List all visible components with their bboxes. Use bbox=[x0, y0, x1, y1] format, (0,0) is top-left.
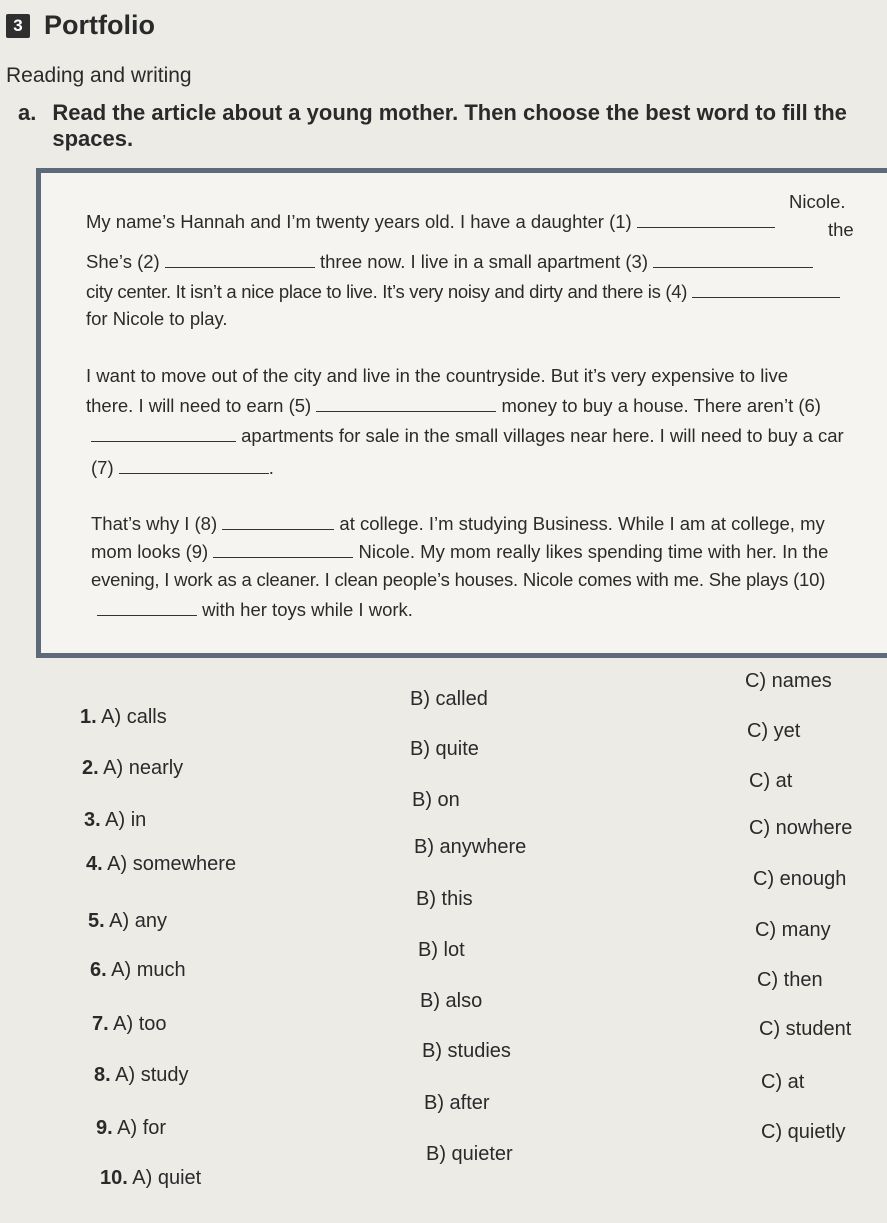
subsection-title: Reading and writing bbox=[6, 64, 192, 87]
option-b[interactable]: B) after bbox=[424, 1092, 490, 1114]
option-a[interactable]: A) quiet bbox=[132, 1167, 202, 1189]
article-line: My name’s Hannah and I’m twenty years old. I have a daughter (1) bbox=[86, 209, 775, 233]
option-b[interactable]: B) studies bbox=[422, 1040, 511, 1062]
blank-1[interactable] bbox=[637, 209, 775, 228]
option-a[interactable]: A) for bbox=[117, 1117, 167, 1139]
option-a[interactable]: A) too bbox=[113, 1013, 167, 1035]
blank-9[interactable] bbox=[213, 539, 353, 558]
article-line: That’s why I (8) at college. I’m studying Business. While I am at college, my bbox=[91, 513, 825, 534]
option-c[interactable]: C) then bbox=[757, 969, 823, 991]
article-line: evening, I work as a cleaner. I clean people’s houses. Nicole comes with me. She plays (10) bbox=[91, 569, 826, 590]
option-c[interactable]: C) at bbox=[761, 1071, 805, 1093]
option-b[interactable]: B) quite bbox=[410, 738, 479, 760]
option-c[interactable]: C) quietly bbox=[761, 1121, 846, 1143]
article-box bbox=[36, 168, 887, 658]
article-line: mom looks (9) Nicole. My mom really likes spending time with her. In the bbox=[91, 541, 829, 562]
article-line: city center. It isn’t a nice place to live. It’s very noisy and dirty and there is (4) bbox=[86, 279, 840, 303]
blank-5[interactable] bbox=[316, 393, 496, 412]
option-b[interactable]: B) anywhere bbox=[414, 836, 527, 858]
blank-6[interactable] bbox=[91, 423, 236, 442]
option-b[interactable]: B) lot bbox=[418, 939, 465, 961]
question-10: 10. A) quiet bbox=[100, 1167, 202, 1189]
option-c[interactable]: C) student bbox=[759, 1018, 852, 1040]
option-b[interactable]: B) also bbox=[420, 990, 483, 1012]
article-line: there. I will need to earn (5) money to buy a house. There aren’t (6) bbox=[86, 395, 821, 416]
instruction-letter: a. bbox=[18, 100, 37, 125]
option-c[interactable]: C) enough bbox=[753, 868, 847, 890]
option-b[interactable]: B) called bbox=[410, 688, 488, 710]
article-line: apartments for sale in the small villages near here. I will need to buy a car bbox=[91, 423, 844, 447]
article-line: with her toys while I work. bbox=[97, 597, 413, 621]
article-line: Nicole. bbox=[789, 191, 846, 212]
option-b[interactable]: B) on bbox=[412, 789, 460, 811]
article-line: I want to move out of the city and live in the countryside. But it’s very expensive to live bbox=[86, 365, 788, 386]
section-title: Portfolio bbox=[44, 10, 155, 40]
option-c[interactable]: C) yet bbox=[747, 720, 801, 742]
question-9: 9. A) for bbox=[96, 1117, 167, 1139]
blank-10[interactable] bbox=[97, 597, 197, 616]
blank-2[interactable] bbox=[165, 249, 315, 268]
article-line: the bbox=[828, 219, 854, 240]
option-b[interactable]: B) quieter bbox=[426, 1143, 513, 1165]
option-c[interactable]: C) nowhere bbox=[749, 817, 853, 839]
option-a[interactable]: A) any bbox=[109, 910, 167, 932]
option-c[interactable]: C) at bbox=[749, 770, 793, 792]
option-a[interactable]: A) in bbox=[105, 809, 147, 831]
blank-7[interactable] bbox=[119, 455, 269, 474]
article-line: for Nicole to play. bbox=[86, 308, 228, 329]
section-number-badge: 3 bbox=[6, 14, 30, 38]
question-2: 2. A) nearly bbox=[82, 757, 184, 779]
option-a[interactable]: A) study bbox=[115, 1064, 189, 1086]
blank-4[interactable] bbox=[692, 279, 840, 298]
blank-8[interactable] bbox=[222, 511, 334, 530]
instruction-text: Read the article about a young mother. Then choose the best word to fill the spaces. bbox=[52, 100, 847, 151]
article-line: She’s (2) three now. I live in a small apartment (3) bbox=[86, 249, 813, 273]
question-3: 3. A) in bbox=[84, 809, 147, 831]
section-header bbox=[6, 10, 155, 41]
blank-3[interactable] bbox=[653, 249, 813, 268]
option-c[interactable]: C) many bbox=[755, 919, 831, 941]
question-5: 5. A) any bbox=[88, 910, 167, 932]
option-c[interactable]: C) names bbox=[745, 670, 832, 692]
option-a[interactable]: A) much bbox=[111, 959, 186, 981]
instruction bbox=[18, 100, 887, 152]
question-4: 4. A) somewhere bbox=[86, 853, 237, 875]
option-a[interactable]: A) nearly bbox=[103, 757, 184, 779]
question-1: 1. A) calls bbox=[80, 706, 167, 728]
option-a[interactable]: A) somewhere bbox=[107, 853, 237, 875]
article-line: (7) . bbox=[91, 457, 274, 478]
question-7: 7. A) too bbox=[92, 1013, 167, 1035]
option-a[interactable]: A) calls bbox=[101, 706, 167, 728]
option-b[interactable]: B) this bbox=[416, 888, 473, 910]
question-6: 6. A) much bbox=[90, 959, 186, 981]
question-8: 8. A) study bbox=[94, 1064, 189, 1086]
